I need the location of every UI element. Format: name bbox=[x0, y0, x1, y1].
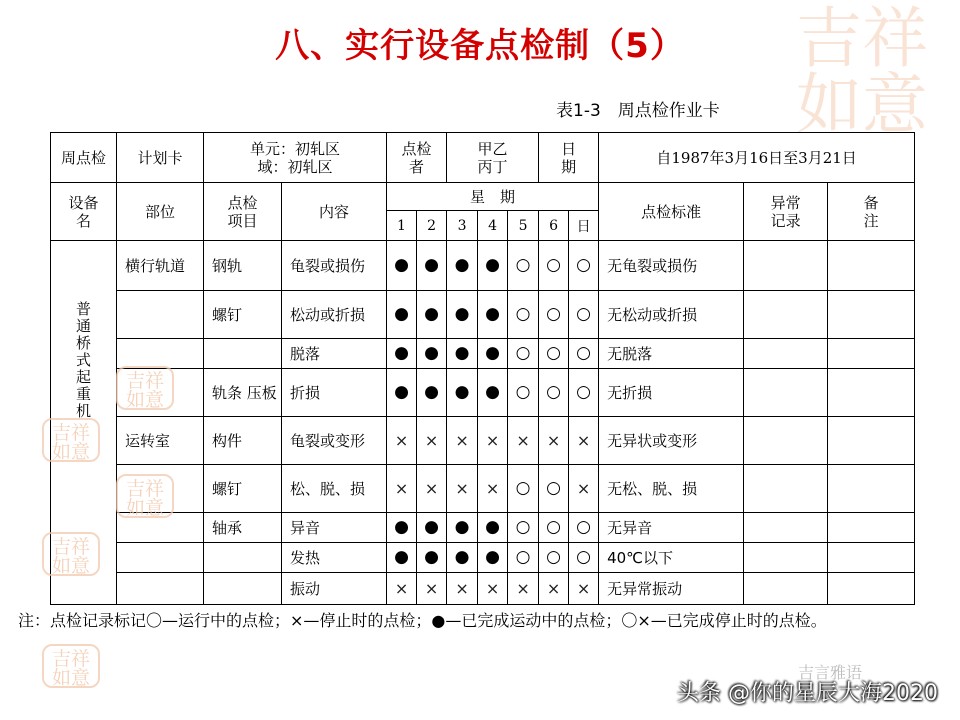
mark-cell: ● bbox=[417, 369, 447, 417]
mark-cell: ○ bbox=[508, 291, 539, 339]
table-row bbox=[51, 417, 915, 465]
mark-cell: ○ bbox=[539, 513, 569, 543]
mark-cell: × bbox=[508, 573, 539, 605]
mark-cell: ○ bbox=[569, 369, 599, 417]
mark-cell: ● bbox=[447, 339, 478, 369]
day-header: 3 bbox=[447, 211, 478, 241]
shift-cell: 甲乙 丙丁 bbox=[447, 133, 539, 183]
mark-cell: ● bbox=[387, 241, 417, 291]
standard-cell: 无异音 bbox=[599, 513, 744, 543]
mark-cell: × bbox=[387, 417, 417, 465]
mark-cell: ● bbox=[387, 513, 417, 543]
mark-cell: ○ bbox=[539, 241, 569, 291]
mark-cell: × bbox=[447, 573, 478, 605]
mark-cell: ● bbox=[417, 291, 447, 339]
item-cell bbox=[204, 543, 282, 573]
day-header: 日 bbox=[569, 211, 599, 241]
mark-cell: ● bbox=[478, 543, 508, 573]
mark-cell: ○ bbox=[508, 543, 539, 573]
mark-cell: ○ bbox=[508, 369, 539, 417]
mark-cell: × bbox=[478, 465, 508, 513]
mark-cell: ○ bbox=[539, 465, 569, 513]
mark-cell: × bbox=[569, 465, 599, 513]
mark-cell: ○ bbox=[569, 291, 599, 339]
remark-cell bbox=[828, 291, 915, 339]
table-caption: 表1-3 周点检作业卡 bbox=[556, 101, 720, 121]
watermark-seal-small: 吉祥 如意 bbox=[116, 366, 174, 410]
mark-cell: ○ bbox=[539, 339, 569, 369]
week-header: 星 期 bbox=[387, 183, 599, 211]
mark-cell: ● bbox=[478, 241, 508, 291]
mark-cell: ● bbox=[478, 291, 508, 339]
mark-cell: × bbox=[478, 417, 508, 465]
mark-cell: ● bbox=[387, 291, 417, 339]
part-cell bbox=[117, 573, 204, 605]
area-label: 域：初轧区 bbox=[257, 157, 333, 176]
item-cell: 钢轨 bbox=[204, 241, 282, 291]
content-cell: 龟裂或损伤 bbox=[282, 241, 387, 291]
mark-cell: ○ bbox=[569, 513, 599, 543]
watermark-seal-small: 吉祥 如意 bbox=[42, 532, 100, 576]
part-cell bbox=[117, 543, 204, 573]
source-caption: 吉言雅语 bbox=[798, 663, 863, 682]
abnormal-cell bbox=[744, 513, 828, 543]
mark-cell: ● bbox=[417, 339, 447, 369]
day-header: 4 bbox=[478, 211, 508, 241]
item-cell: 螺钉 bbox=[204, 465, 282, 513]
mark-cell: × bbox=[569, 573, 599, 605]
content-header: 内容 bbox=[282, 183, 387, 241]
remark-cell bbox=[828, 573, 915, 605]
item-cell bbox=[204, 339, 282, 369]
mark-cell: × bbox=[569, 417, 599, 465]
remark-header: 备 注 bbox=[828, 183, 915, 241]
part-cell: 运转室 bbox=[117, 417, 204, 465]
table-row bbox=[51, 543, 915, 573]
content-cell: 折损 bbox=[282, 369, 387, 417]
table-row bbox=[51, 465, 915, 513]
remark-cell bbox=[828, 513, 915, 543]
part-header: 部位 bbox=[117, 183, 204, 241]
card-kind-cell: 计划卡 bbox=[117, 133, 204, 183]
watermark-seal-small: 吉祥 如意 bbox=[42, 418, 100, 462]
standard-cell: 无松、脱、损 bbox=[599, 465, 744, 513]
date-header: 日 期 bbox=[539, 133, 599, 183]
mark-cell: ● bbox=[447, 291, 478, 339]
remark-cell bbox=[828, 241, 915, 291]
mark-cell: ● bbox=[387, 543, 417, 573]
watermark-seal-small: 吉祥 如意 bbox=[42, 644, 100, 688]
mark-cell: ○ bbox=[539, 369, 569, 417]
mark-cell: ○ bbox=[508, 339, 539, 369]
table-row bbox=[51, 513, 915, 543]
header-row-2 bbox=[51, 183, 915, 211]
remark-cell bbox=[828, 543, 915, 573]
abnormal-cell bbox=[744, 369, 828, 417]
standard-cell: 40℃以下 bbox=[599, 543, 744, 573]
standard-cell: 无脱落 bbox=[599, 339, 744, 369]
mark-cell: ○ bbox=[539, 543, 569, 573]
item-cell: 螺钉 bbox=[204, 291, 282, 339]
standard-cell: 无异状或变形 bbox=[599, 417, 744, 465]
mark-cell: ○ bbox=[569, 543, 599, 573]
abnormal-cell bbox=[744, 417, 828, 465]
part-cell: 横行轨道 bbox=[117, 241, 204, 291]
inspection-card-table bbox=[50, 132, 915, 605]
abnormal-cell bbox=[744, 291, 828, 339]
mark-cell: × bbox=[387, 465, 417, 513]
part-cell bbox=[117, 291, 204, 339]
mark-cell: × bbox=[447, 465, 478, 513]
equipment-name: 普通桥式起重机 bbox=[74, 301, 92, 420]
table-body bbox=[51, 241, 915, 605]
content-cell: 振动 bbox=[282, 573, 387, 605]
mark-cell: × bbox=[387, 573, 417, 605]
legend-note: 注：点检记录标记〇—运行中的点检；×—停止时的点检；●—已完成运动中的点检；〇×—已完成停止时的点检。 bbox=[18, 611, 827, 630]
mark-cell: × bbox=[447, 417, 478, 465]
inspector-header: 点检 者 bbox=[387, 133, 447, 183]
part-cell bbox=[117, 339, 204, 369]
remark-cell bbox=[828, 369, 915, 417]
item-cell: 构件 bbox=[204, 417, 282, 465]
mark-cell: ● bbox=[417, 241, 447, 291]
mark-cell: ● bbox=[387, 369, 417, 417]
card-type-cell: 周点检 bbox=[51, 133, 117, 183]
table-row bbox=[51, 241, 915, 291]
footer-watermark: 头条 @你的星辰大海2020 bbox=[677, 681, 938, 706]
abnormal-cell bbox=[744, 465, 828, 513]
mark-cell: ○ bbox=[508, 465, 539, 513]
mark-cell: × bbox=[539, 573, 569, 605]
mark-cell: ● bbox=[478, 369, 508, 417]
page-title: 八、实行设备点检制（5） bbox=[275, 26, 685, 66]
watermark-seal-large: 吉祥 如意 bbox=[796, 0, 928, 143]
unit-label: 单元：初轧区 bbox=[250, 139, 341, 158]
content-cell: 松、脱、损 bbox=[282, 465, 387, 513]
header-row-1 bbox=[51, 133, 915, 183]
mark-cell: × bbox=[539, 417, 569, 465]
table-row bbox=[51, 339, 915, 369]
mark-cell: ● bbox=[478, 339, 508, 369]
abnormal-header: 异常 记录 bbox=[744, 183, 828, 241]
mark-cell: ● bbox=[447, 543, 478, 573]
mark-cell: × bbox=[417, 417, 447, 465]
mark-cell: ○ bbox=[569, 339, 599, 369]
standard-header: 点检标准 bbox=[599, 183, 744, 241]
table-row bbox=[51, 291, 915, 339]
mark-cell: × bbox=[478, 573, 508, 605]
table-row bbox=[51, 573, 915, 605]
day-header: 2 bbox=[417, 211, 447, 241]
abnormal-cell bbox=[744, 241, 828, 291]
equipment-header: 设备 名 bbox=[51, 183, 117, 241]
remark-cell bbox=[828, 465, 915, 513]
mark-cell: ○ bbox=[508, 513, 539, 543]
mark-cell: × bbox=[417, 465, 447, 513]
content-cell: 异音 bbox=[282, 513, 387, 543]
abnormal-cell bbox=[744, 339, 828, 369]
remark-cell bbox=[828, 417, 915, 465]
day-header: 1 bbox=[387, 211, 417, 241]
day-header: 5 bbox=[508, 211, 539, 241]
content-cell: 脱落 bbox=[282, 339, 387, 369]
item-header: 点检 项目 bbox=[204, 183, 282, 241]
table-row bbox=[51, 369, 915, 417]
mark-cell: × bbox=[508, 417, 539, 465]
unit-area-cell bbox=[204, 133, 387, 183]
standard-cell: 无龟裂或损伤 bbox=[599, 241, 744, 291]
mark-cell: ● bbox=[417, 543, 447, 573]
content-cell: 发热 bbox=[282, 543, 387, 573]
mark-cell: ● bbox=[478, 513, 508, 543]
content-cell: 龟裂或变形 bbox=[282, 417, 387, 465]
item-cell: 轴承 bbox=[204, 513, 282, 543]
mark-cell: ○ bbox=[539, 291, 569, 339]
remark-cell bbox=[828, 339, 915, 369]
standard-cell: 无异常振动 bbox=[599, 573, 744, 605]
standard-cell: 无折损 bbox=[599, 369, 744, 417]
mark-cell: ● bbox=[447, 513, 478, 543]
mark-cell: ○ bbox=[508, 241, 539, 291]
mark-cell: ● bbox=[387, 339, 417, 369]
standard-cell: 无松动或折损 bbox=[599, 291, 744, 339]
abnormal-cell bbox=[744, 573, 828, 605]
mark-cell: ● bbox=[417, 513, 447, 543]
content-cell: 松动或折损 bbox=[282, 291, 387, 339]
abnormal-cell bbox=[744, 543, 828, 573]
mark-cell: ● bbox=[447, 241, 478, 291]
mark-cell: × bbox=[417, 573, 447, 605]
mark-cell: ○ bbox=[569, 241, 599, 291]
day-header: 6 bbox=[539, 211, 569, 241]
item-cell: 轨条 压板 bbox=[204, 369, 282, 417]
date-range-cell: 自1987年3月16日至3月21日 bbox=[599, 133, 915, 183]
mark-cell: ● bbox=[447, 369, 478, 417]
item-cell bbox=[204, 573, 282, 605]
watermark-seal-small: 吉祥 如意 bbox=[116, 474, 174, 518]
